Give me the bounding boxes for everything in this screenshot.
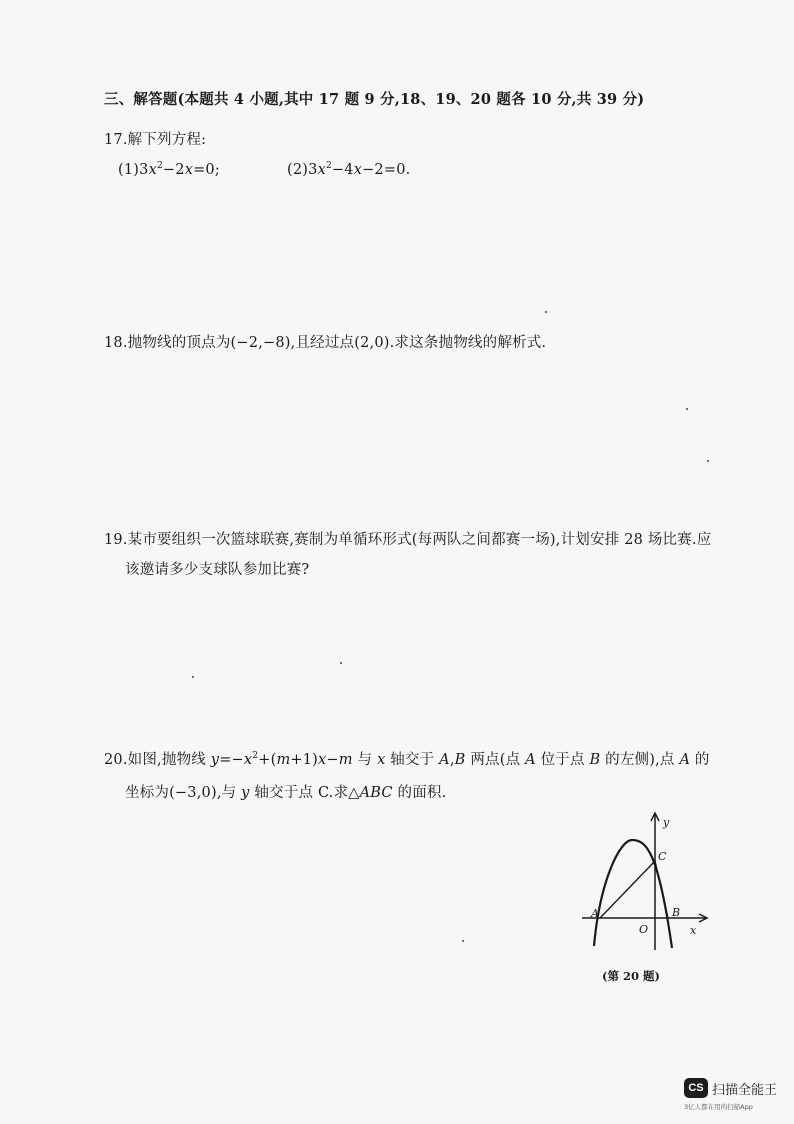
q20-l2-a: 坐标为(−3,0),与 bbox=[125, 785, 242, 801]
q20-l1-c: +( bbox=[258, 752, 277, 768]
label-C: C bbox=[658, 850, 667, 863]
q20-l1-k: 的左侧),点 bbox=[600, 752, 680, 768]
q20-l1-a: 20.如图,抛物线 bbox=[104, 752, 211, 768]
q20-l1-m: m bbox=[276, 752, 291, 768]
q20-l1-i: 两点(点 bbox=[465, 752, 526, 768]
q17-part1-end: =0; bbox=[193, 162, 220, 178]
label-B: B bbox=[672, 906, 681, 919]
q17-part1-var: x bbox=[148, 162, 157, 178]
q20-line2 bbox=[125, 781, 446, 802]
q20-l1-sup: 2 bbox=[252, 751, 259, 761]
scan-speck bbox=[545, 311, 547, 313]
segment-CB bbox=[655, 861, 668, 918]
label-y: y bbox=[663, 816, 670, 829]
q17-part2-var: x bbox=[317, 162, 326, 178]
q20-l1-x: x bbox=[243, 752, 253, 768]
q20-line1 bbox=[104, 748, 710, 769]
q17-part2-mid: −4 bbox=[331, 162, 354, 178]
scan-speck bbox=[340, 662, 342, 664]
q20-l1-e: − bbox=[326, 752, 339, 768]
q20-l2-c: 的面积. bbox=[392, 785, 447, 801]
q17-part2-sup: 2 bbox=[325, 161, 332, 171]
q20-l1-d: +1) bbox=[290, 752, 319, 768]
q20-l1-A2: A bbox=[525, 752, 536, 768]
q19-line2: 该邀请多少支球队参加比赛? bbox=[125, 562, 310, 578]
q20-l2-ABC: ABC bbox=[359, 785, 393, 801]
q20-l1-A: A bbox=[439, 752, 450, 768]
scan-speck bbox=[462, 940, 464, 942]
scan-speck bbox=[192, 676, 194, 678]
q20-l1-B: B bbox=[454, 752, 466, 768]
q20-l1-f: 与 bbox=[352, 752, 378, 768]
q20-l1-y: y bbox=[210, 752, 220, 768]
q17-part2-var2: x bbox=[353, 162, 363, 178]
q19-line1: 19.某市要组织一次篮球联赛,赛制为单循环形式(每两队之间都赛一场),计划安排 28 场比赛.应 bbox=[104, 532, 712, 548]
label-O: O bbox=[639, 923, 649, 936]
q20-l1-l: 的 bbox=[690, 752, 710, 768]
scan-speck bbox=[686, 408, 688, 410]
q20-l1-B2: B bbox=[589, 752, 601, 768]
q20-l1-x3: x bbox=[377, 752, 386, 768]
q20-l1-b: =− bbox=[219, 752, 244, 768]
scan-speck bbox=[707, 460, 709, 462]
watermark-title: 扫描全能王 bbox=[712, 1083, 778, 1098]
parabola-figure bbox=[580, 810, 720, 950]
scanner-watermark bbox=[684, 1078, 788, 1118]
q20-l1-g: 轴交于 bbox=[385, 752, 440, 768]
segment-AC bbox=[600, 861, 655, 918]
q17-part1 bbox=[118, 161, 220, 178]
q17-part2 bbox=[287, 161, 410, 178]
label-A: A bbox=[591, 907, 599, 920]
q20-l1-x2: x bbox=[318, 752, 327, 768]
label-x: x bbox=[690, 924, 697, 937]
q18-text: 18.抛物线的顶点为(−2,−8),且经过点(2,0).求这条抛物线的解析式. bbox=[104, 335, 547, 351]
q20-l1-A3: A bbox=[679, 752, 691, 768]
q20-l1-h: , bbox=[449, 752, 455, 768]
q17-part2-end: −2=0. bbox=[362, 162, 411, 178]
q17-part1-sup: 2 bbox=[156, 161, 163, 171]
q17-part1-prefix: (1)3 bbox=[118, 162, 149, 178]
q17-part1-var2: x bbox=[184, 162, 194, 178]
watermark-subtitle: 3亿人都在用的扫描App bbox=[684, 1103, 753, 1111]
q17-part2-prefix: (2)3 bbox=[287, 162, 318, 178]
q17-part1-mid: −2 bbox=[162, 162, 185, 178]
q20-l1-m2: m bbox=[338, 752, 353, 768]
figure-caption: (第 20 题) bbox=[602, 969, 660, 983]
section-header: 三、解答题(本题共 4 小题,其中 17 题 9 分,18、19、20 题各 10 分,共 39 分) bbox=[104, 91, 645, 108]
q17-stem: 17.解下列方程: bbox=[104, 132, 207, 148]
q20-l2-y: y bbox=[241, 785, 250, 801]
q20-l2-b: 轴交于点 C.求△ bbox=[249, 785, 360, 801]
q20-l1-j: 位于点 bbox=[535, 752, 590, 768]
camscanner-logo: CS bbox=[684, 1078, 708, 1098]
